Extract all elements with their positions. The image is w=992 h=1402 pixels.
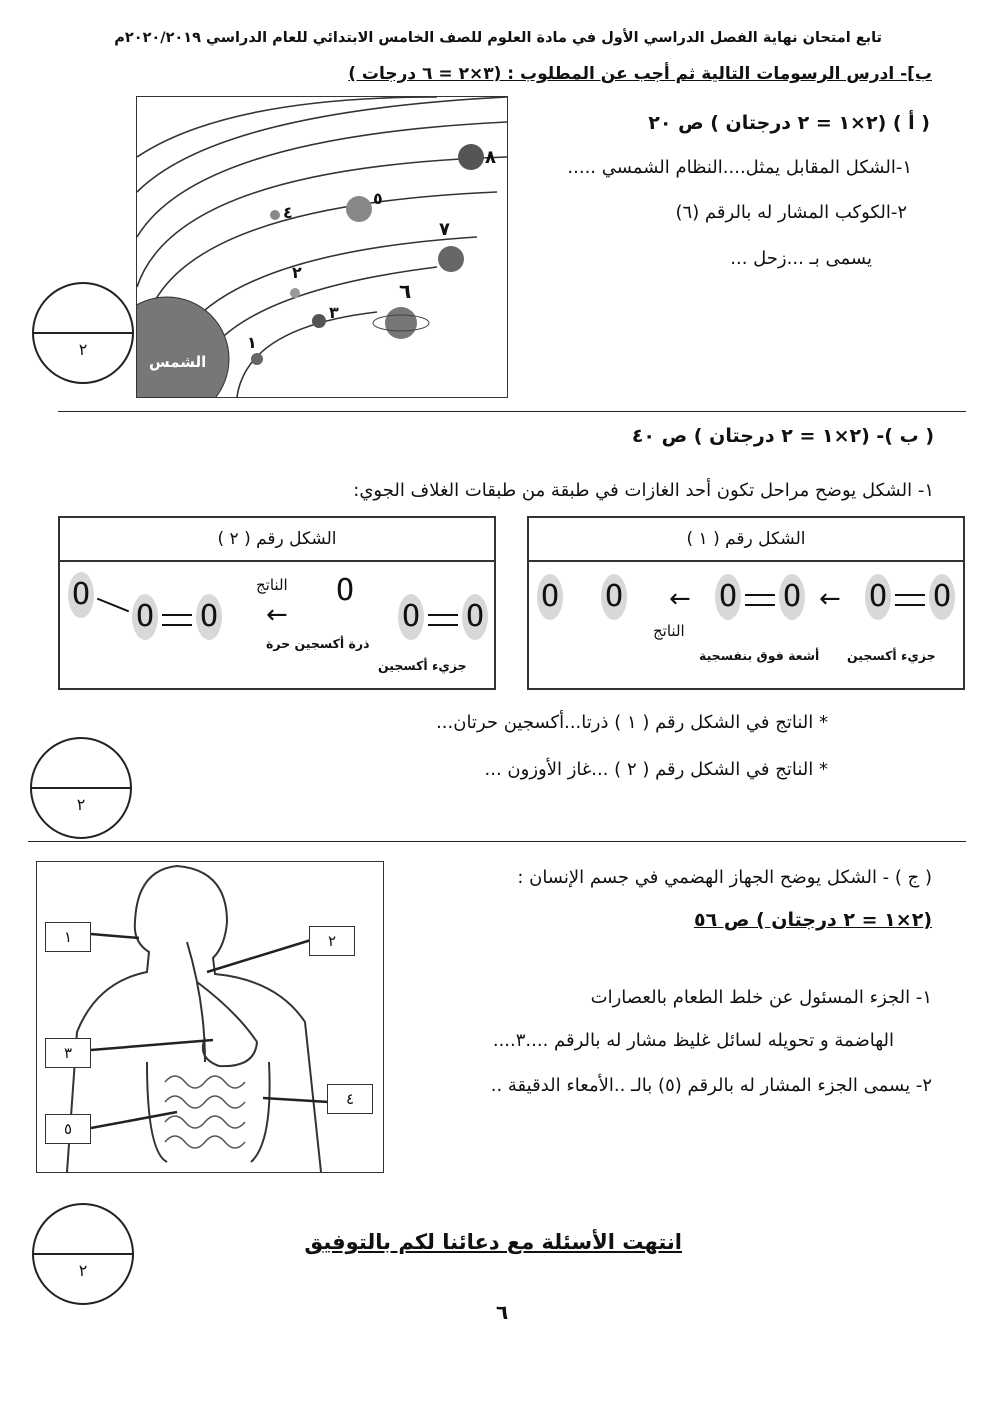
part-b-heading: ( ب )- (٢×١ = ٢ درجتان ) ص ٤٠ xyxy=(631,425,934,447)
part-a-heading: ( أ ) (٢×١ = ٢ درجتان ) ص ٢٠ xyxy=(648,112,930,134)
part-c-q2: ٢- يسمى الجزء المشار له بالرقم (٥) بالـ ..الأمعاء الدقيقة .. xyxy=(490,1075,932,1096)
label-box-1: ١ xyxy=(45,922,91,952)
planet-6 xyxy=(385,307,417,339)
atom-symbol: O xyxy=(932,579,952,614)
atom xyxy=(779,574,805,620)
label-box-4: ٤ xyxy=(327,1084,373,1114)
divider xyxy=(58,411,966,412)
part-b-intro: ١- الشكل يوضح مراحل تكون أحد الغازات في طبقة من طبقات الغلاف الجوي: xyxy=(353,480,934,501)
atom-symbol: O xyxy=(401,599,421,634)
sun-shape xyxy=(137,297,229,397)
part-a-q1: ١-الشكل المقابل يمثل....النظام الشمسي ..... xyxy=(567,157,912,178)
figure-1 xyxy=(527,516,965,690)
arrow-left: ← xyxy=(266,600,288,630)
label-box-2: ٢ xyxy=(309,926,355,956)
label-box-3: ٣ xyxy=(45,1038,91,1068)
solar-system-drawing xyxy=(137,97,507,397)
atom xyxy=(537,574,563,620)
label-molecule: جزيء أكسجين xyxy=(378,658,467,673)
pointer-4 xyxy=(263,1098,329,1102)
section-title: ب]- ادرس الرسومات التالية ثم أجب عن المطلوب : (٣×٢ = ٦ درجات ) xyxy=(348,64,932,84)
atom xyxy=(196,594,222,640)
score-circle-b xyxy=(30,737,132,839)
planet-label-4: ٤ xyxy=(283,203,293,222)
figure-2-title: الشكل رقم ( ٢ ) xyxy=(60,518,494,562)
planet-label-1: ١ xyxy=(247,333,257,352)
pointer-3 xyxy=(91,1040,213,1050)
planet-5 xyxy=(346,196,372,222)
arrow-left: ← xyxy=(819,584,841,614)
atom-symbol: O xyxy=(868,579,888,614)
single-bond xyxy=(97,598,129,613)
part-c-heading: ( ج ) - الشكل يوضح الجهاز الهضمي في جسم الإنسان : xyxy=(517,867,932,888)
label-product: الناتج xyxy=(256,576,288,594)
double-bond xyxy=(162,614,192,626)
atom-symbol: O xyxy=(465,599,485,634)
atom-symbol: O xyxy=(199,599,219,634)
planet-4 xyxy=(270,210,280,220)
atom xyxy=(929,574,955,620)
page-header: تابع امتحان نهاية الفصل الدراسي الأول في مادة العلوم للصف الخامس الابتدائي للعام الدراسي ٢٠٢٠/٢٠١٩م xyxy=(114,30,882,46)
score-value: ٢ xyxy=(78,340,88,359)
planet-8 xyxy=(458,144,484,170)
label-product: الناتج xyxy=(653,622,685,640)
pointer-5 xyxy=(91,1112,177,1128)
planet-3 xyxy=(312,314,326,328)
atom xyxy=(398,594,424,640)
pointer-1 xyxy=(91,934,139,938)
double-bond xyxy=(745,594,775,606)
atom-symbol: O xyxy=(335,573,355,608)
planet-label-8: ٨ xyxy=(485,147,496,168)
label-box-5: ٥ xyxy=(45,1114,91,1144)
planet-label-3: ٣ xyxy=(329,303,339,322)
atom-symbol: O xyxy=(540,579,560,614)
planet-label-7: ٧ xyxy=(439,219,450,240)
atom xyxy=(132,594,158,640)
atom-symbol: O xyxy=(782,579,802,614)
part-a-q2-line2: يسمى بـ ...زحل ... xyxy=(730,248,872,269)
atom xyxy=(462,594,488,640)
atom xyxy=(68,572,94,618)
arrow-left: ← xyxy=(669,584,691,614)
score-value: ٢ xyxy=(76,795,86,814)
planet-1 xyxy=(251,353,263,365)
atom-symbol: O xyxy=(71,577,91,612)
figure-1-title: الشكل رقم ( ١ ) xyxy=(529,518,963,562)
atom xyxy=(601,574,627,620)
double-bond xyxy=(895,594,925,606)
score-value: ٢ xyxy=(78,1261,88,1280)
page-number: ٦ xyxy=(496,1300,509,1324)
planet-7 xyxy=(438,246,464,272)
label-uv: أشعة فوق بنفسجية xyxy=(699,648,820,663)
atom-symbol: O xyxy=(604,579,624,614)
part-a-q2-line1: ٢-الكوكب المشار له بالرقم (٦) xyxy=(675,202,907,223)
double-bond xyxy=(428,614,458,626)
digestive-system-figure xyxy=(36,861,384,1173)
atom xyxy=(332,568,358,614)
atom-symbol: O xyxy=(135,599,155,634)
planet-label-6: ٦ xyxy=(399,279,412,303)
planet-label-5: ٥ xyxy=(373,189,383,208)
figure-2 xyxy=(58,516,496,690)
part-c-q1-line1: ١- الجزء المسئول عن خلط الطعام بالعصارات xyxy=(590,987,932,1008)
atom xyxy=(715,574,741,620)
closing-text: انتهت الأسئلة مع دعائنا لكم بالتوفيق xyxy=(304,1230,682,1254)
score-circle-a xyxy=(32,282,134,384)
part-b-answer-2: * الناتج في الشكل رقم ( ٢ ) ...غاز الأوزون ... xyxy=(484,759,828,780)
solar-system-figure xyxy=(136,96,508,398)
planet-2 xyxy=(290,288,300,298)
label-molecule: جزيء أكسجين xyxy=(847,648,936,663)
part-c-marks: (٢×١ = ٢ درجتان ) ص ٥٦ xyxy=(694,909,932,931)
part-b-answer-1: * الناتج في الشكل رقم ( ١ ) ذرتا...أكسجين حرتان... xyxy=(436,712,828,733)
score-circle-c xyxy=(32,1203,134,1305)
atom xyxy=(865,574,891,620)
atom-symbol: O xyxy=(718,579,738,614)
planet-label-2: ٢ xyxy=(292,263,302,282)
divider xyxy=(28,841,966,842)
part-c-q1-line2: الهاضمة و تحويله لسائل غليظ مشار له بالرقم ....٣.... xyxy=(492,1030,894,1051)
sun-label: الشمس xyxy=(149,353,207,371)
label-free-atom: ذرة أكسجين حرة xyxy=(266,636,370,651)
